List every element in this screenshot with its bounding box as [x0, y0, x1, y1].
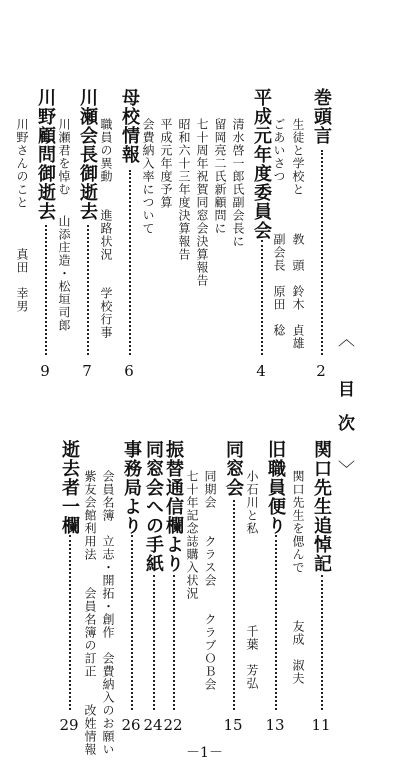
toc-subentry: 生徒と学校と	[291, 118, 305, 196]
toc-page-number: 22	[163, 716, 183, 734]
toc-entry-title: 巻頭言	[311, 88, 332, 145]
toc-page-number: 4	[256, 362, 266, 380]
toc-page-number: 24	[143, 716, 163, 734]
toc-entry-title: 平成元年度委員会	[251, 88, 272, 240]
toc-page-number: 13	[265, 716, 285, 734]
toc-close-bracket: ﹀	[334, 460, 354, 477]
toc-subentry: ごあいさつ	[272, 118, 286, 183]
leader-dots	[321, 575, 323, 710]
toc-entry-title: 逝去者一欄	[59, 440, 80, 535]
toc-subentry: 職員の異動 進路状況 学校行事	[99, 118, 113, 339]
toc-entry-title: 同窓会への手紙	[143, 440, 164, 573]
toc-heading: 目 次	[334, 380, 354, 431]
toc-subentry: 川瀬君を悼む	[57, 118, 71, 196]
leader-dots	[173, 575, 175, 710]
toc-author: 副会長 原田 稔	[272, 233, 286, 337]
toc-author: 友成 淑夫	[291, 620, 305, 685]
toc-subentry: 平成元年度予算	[159, 118, 173, 209]
leader-dots	[131, 535, 133, 710]
toc-author: 山添庄造・松垣司郎	[57, 215, 71, 332]
leader-dots	[261, 240, 263, 355]
toc-subentry: 七十年記念誌購入状況	[185, 470, 199, 600]
toc-subentry: 留岡亮二氏新顧問に	[213, 118, 227, 235]
toc-subentry: 七十周年祝賀同窓会決算報告	[195, 118, 209, 287]
toc-author: 千葉 芳弘	[245, 625, 259, 690]
toc-subentry: 紫友会館利用法 会員名簿の訂正 改姓情報	[83, 470, 97, 756]
toc-open-bracket: ︿	[334, 330, 354, 347]
toc-subentry: 清水啓一郎氏副会長に	[231, 118, 245, 248]
toc-subentry: 小石川と私	[245, 470, 259, 535]
leader-dots	[153, 575, 155, 710]
toc-subentry: 昭和六十三年度決算報告	[177, 118, 191, 261]
toc-entry-title: 事務局より	[121, 440, 142, 535]
toc-entry-title: 旧職員便り	[265, 440, 286, 535]
toc-subentry: 関口先生を偲んで	[291, 470, 305, 574]
toc-page-number: 11	[311, 716, 331, 734]
toc-entry-title: 母校情報	[119, 88, 140, 164]
toc-page-number: 2	[316, 362, 326, 380]
toc-page-number: 15	[223, 716, 243, 734]
toc-page-number: 9	[40, 362, 50, 380]
toc-page-number: 6	[124, 362, 134, 380]
toc-page-number: 26	[121, 716, 141, 734]
toc-subentry: 川野さんのこと	[15, 118, 29, 209]
leader-dots	[233, 500, 235, 710]
leader-dots	[69, 535, 71, 710]
leader-dots	[129, 170, 131, 355]
toc-author: 真田 幸男	[15, 248, 29, 313]
toc-entry-title: 関口先生追悼記	[311, 440, 332, 573]
toc-entry-title: 川瀬会長御逝去	[77, 88, 98, 221]
toc-subentry: 同期会 クラス会 クラブＯＢ会	[203, 470, 217, 691]
toc-author: 教 頭 鈴木 貞雄	[291, 233, 305, 350]
page-number: －1－	[186, 745, 223, 761]
toc-entry-title: 川野顧問御逝去	[35, 88, 56, 221]
toc-page-number: 7	[82, 362, 92, 380]
toc-entry-title: 同窓会	[223, 440, 244, 497]
toc-entry-title: 振替通信欄より	[163, 440, 184, 573]
toc-subentry: 会員名簿 立志・開拓・創作 会費納入のお願い	[101, 470, 115, 756]
toc-subentry: 会費納入率について	[141, 118, 155, 235]
leader-dots	[275, 535, 277, 710]
toc-page-number: 29	[59, 716, 79, 734]
leader-dots	[45, 225, 47, 355]
leader-dots	[87, 225, 89, 355]
leader-dots	[321, 150, 323, 355]
